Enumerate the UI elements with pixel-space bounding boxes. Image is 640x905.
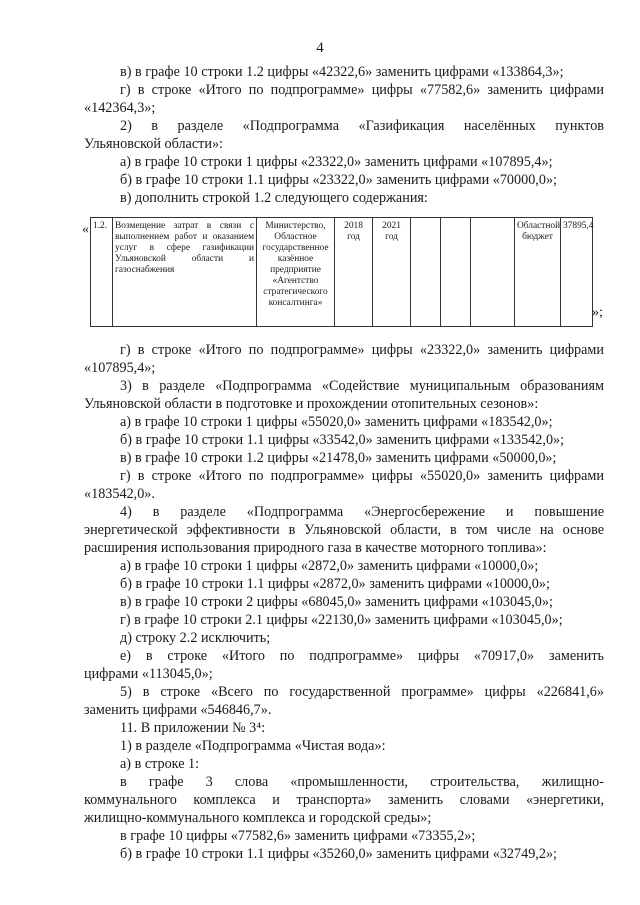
cell-blank	[411, 218, 441, 327]
text-line: коммунального комплекса и транспорта» заменить словами «энергетики,	[84, 792, 604, 808]
text-line: расширения использования природного газа в качестве моторного топлива»:	[84, 540, 547, 556]
cell-number: 1.2.	[91, 218, 113, 327]
text-line: д) строку 2.2 исключить;	[120, 630, 271, 646]
cell-source: Областной бюджет	[515, 218, 561, 327]
text-line: Ульяновской области»:	[84, 136, 223, 152]
cell-blank	[441, 218, 471, 327]
table-row	[91, 218, 593, 327]
cell-executor: Министерство, Областное государственное казённое предприятие «Агентство стратегического консалтинга»	[257, 218, 335, 327]
text-line: цифрами «113045,0»;	[84, 666, 213, 682]
text-line: е) в строке «Итого по подпрограмме» цифры «70917,0» заменить	[120, 648, 604, 664]
quote-open: «	[82, 222, 89, 237]
quote-close: »;	[592, 305, 603, 320]
inserted-table-row	[90, 217, 593, 327]
cell-amount: 37895,4	[561, 218, 593, 327]
text-line: а) в графе 10 строки 1 цифры «23322,0» заменить цифрами «107895,4»;	[120, 154, 553, 170]
text-line: г) в строке «Итого по подпрограмме» цифры «55020,0» заменить цифрами	[120, 468, 604, 484]
cell-blank	[471, 218, 515, 327]
text-line: б) в графе 10 строки 1.1 цифры «35260,0» заменить цифрами «32749,2»;	[120, 846, 557, 862]
cell-description: Возмещение затрат в связи с выполнением работ и оказанием услуг в сфере газификации Ульяновской области и газоснабжения	[113, 218, 257, 327]
text-line: в графе 3 слова «промышленности, строительства, жилищно-	[120, 774, 604, 790]
text-line: 2) в разделе «Подпрограмма «Газификация населённых пунктов	[120, 118, 604, 134]
text-line: б) в графе 10 строки 1.1 цифры «33542,0» заменить цифрами «133542,0»;	[120, 432, 565, 448]
page-number: 4	[316, 40, 324, 56]
text-line: заменить цифрами «546846,7».	[84, 702, 272, 718]
text-line: «107895,4»;	[84, 360, 156, 376]
cell-year-end: 2021 год	[373, 218, 411, 327]
text-line: а) в строке 1:	[120, 756, 200, 772]
text-line: а) в графе 10 строки 1 цифры «2872,0» заменить цифрами «10000,0»;	[120, 558, 539, 574]
text-line: в) в графе 10 строки 1.2 цифры «42322,6» заменить цифрами «133864,3»;	[120, 64, 564, 80]
text-line: Ульяновской области в подготовке и прохождении отопительных сезонов»:	[84, 396, 539, 412]
text-line: в) в графе 10 строки 1.2 цифры «21478,0» заменить цифрами «50000,0»;	[120, 450, 557, 466]
text-line: «142364,3»;	[84, 100, 156, 116]
text-line: в) в графе 10 строки 2 цифры «68045,0» заменить цифрами «103045,0»;	[120, 594, 553, 610]
cell-year-start: 2018 год	[335, 218, 373, 327]
text-line: 11. В приложении № 3⁴:	[120, 720, 266, 736]
text-line: «183542,0».	[84, 486, 155, 502]
text-line: 5) в строке «Всего по государственной программе» цифры «226841,6»	[120, 684, 604, 700]
text-line: б) в графе 10 строки 1.1 цифры «2872,0» заменить цифрами «10000,0»;	[120, 576, 550, 592]
text-line: энергетической эффективности в Ульяновской области, в том числе на основе	[84, 522, 604, 538]
text-line: а) в графе 10 строки 1 цифры «55020,0» заменить цифрами «183542,0»;	[120, 414, 553, 430]
text-line: жилищно-коммунального комплекса и городской среды»;	[84, 810, 432, 826]
text-line: г) в строке «Итого по подпрограмме» цифры «23322,0» заменить цифрами	[120, 342, 604, 358]
text-line: в графе 10 цифры «77582,6» заменить цифрами «73355,2»;	[120, 828, 476, 844]
text-line: в) дополнить строкой 1.2 следующего содержания:	[120, 190, 428, 206]
text-line: г) в строке «Итого по подпрограмме» цифры «77582,6» заменить цифрами	[120, 82, 604, 98]
text-line: г) в графе 10 строки 2.1 цифры «22130,0» заменить цифрами «103045,0»;	[120, 612, 563, 628]
text-line: 1) в разделе «Подпрограмма «Чистая вода»:	[120, 738, 386, 754]
text-line: 4) в разделе «Подпрограмма «Энергосбережение и повышение	[120, 504, 604, 520]
text-line: б) в графе 10 строки 1.1 цифры «23322,0» заменить цифрами «70000,0»;	[120, 172, 557, 188]
text-line: 3) в разделе «Подпрограмма «Содействие муниципальным образованиям	[120, 378, 604, 394]
